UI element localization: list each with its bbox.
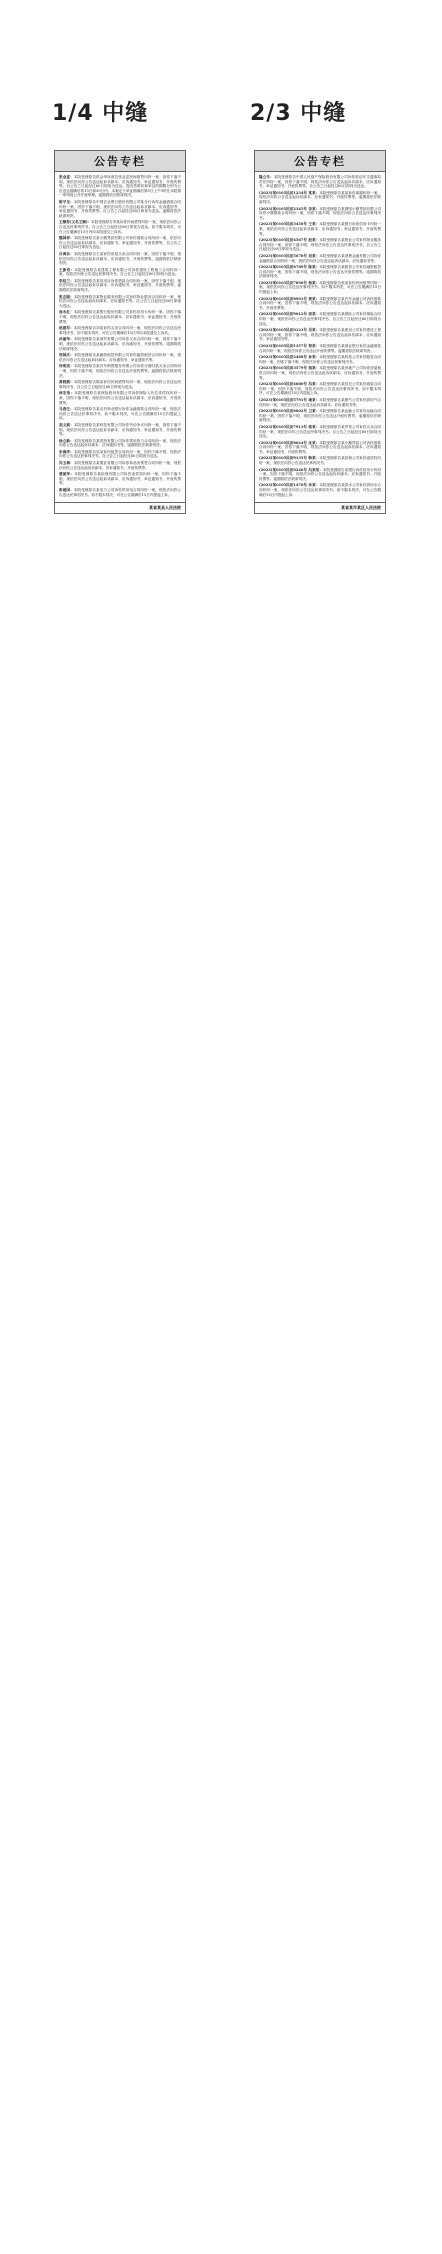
announcement-entry <box>259 483 381 497</box>
announcement-text: 本院受理原告某消费金融有限公司诉你金融借款合同纠纷一案，现依法向你公告送达起诉状副本、应诉通知书等。 <box>259 253 381 263</box>
announcement-text: 本院受理原告某贸易公司诉你买卖合同纠纷一案，现依法向你公告送达民事判决书。自公告之日起经过60日即视为送达。 <box>259 424 381 439</box>
announcement-text: 本院受理原告某某诉你离婚纠纷一案，现依法向你公告送达起诉状副本、应诉通知书、开庭传票等。逾期将依法缺席判决。 <box>259 190 381 204</box>
announcement-text: 本院受理原告某担保公司诉你追偿权纠纷一案，现依法向你公告送达民事判决书。 <box>259 456 381 466</box>
announcement-text: 本院受理原告某融资租赁有限公司诉你融资租赁合同纠纷一案，现依法向你公告送达起诉状副本、应诉通知书、举证通知书等。 <box>59 353 182 362</box>
announcement-entry <box>59 279 181 293</box>
announcement-text: 本院受理原告某建筑工程有限公司诉你建设工程施工合同纠纷一案，现依法向你公告送达民事判决书。自公告之日起经过60日即视为送达。 <box>59 267 182 277</box>
announcement-text: 本院受理原告某农村商业银行诉你金融借款合同纠纷一案，现依法向你公告送达民事判决书。如不服本判决，可在公告期满后15日内提起上诉。 <box>59 407 182 421</box>
announcement-text: 本院受理原告李某诉你民间借贷纠纷一案，现依法向你公告送达民事判决书。自公告之日起经过60日即视为送达。如不服本判决，可在公告期满后15日内向本院递交上诉状。 <box>59 220 181 234</box>
announcement-entry <box>59 337 181 351</box>
announcement-party: (2023)某0105民初9012号 周某： <box>259 312 320 317</box>
announcement-party: 吕海东： <box>59 251 74 256</box>
announcement-party: 冯玉梅： <box>59 461 74 466</box>
announcement-entry <box>259 366 381 380</box>
announcement-entry <box>59 200 181 218</box>
right-section-label: 2/3 中缝 <box>250 101 347 126</box>
announcement-party: (2023)某0105民初0246号 冯某某： <box>259 467 323 472</box>
announcement-entry <box>59 353 181 362</box>
announcement-party: (2023)某0105民初1357号 郑某： <box>259 344 320 348</box>
announcement-text: 本院受理原告中国人民财产保险股份有限公司诉你机动车交通事故责任纠纷一案，因你下落不明，现依法向你公告送达起诉状副本、应诉通知书、举证通知书、开庭传票等。自公告之日起经过60日即视为送达。 <box>259 175 382 189</box>
announcement-party: 徐立新： <box>59 438 74 443</box>
left-section-label: 1/4 中缝 <box>52 101 149 126</box>
left-column-header: 公告专栏 <box>55 151 185 172</box>
announcement-party: 朱海洋： <box>59 449 74 454</box>
announcement-party: 王新奇： <box>59 267 75 272</box>
announcement-party: 高文斌： <box>59 422 74 427</box>
announcement-party: 郑国庆： <box>59 353 74 358</box>
announcement-party: 周永红： <box>59 310 74 315</box>
left-announcement-column <box>54 150 186 514</box>
announcement-party: (2023)某0105民初5791号 褚某： <box>259 397 320 402</box>
announcement-text: 本院受理原告刘某诉你买卖合同纠纷一案，现依法向你公告送达民事判决书。如不服本判决，可在公告期满后15日内向本院递交上诉状。 <box>59 326 182 335</box>
announcement-party: 魏国祥： <box>59 236 74 241</box>
announcement-entry <box>59 220 181 234</box>
announcement-text: 本院受理原告王某诉你房屋买卖合同纠纷一案，因你下落不明，现依法向你公告送达起诉状副本、应诉通知书、开庭传票等。逾期将依法缺席判决。 <box>59 251 182 266</box>
announcement-entry <box>259 175 381 189</box>
announcement-text: 本院受理原告某汽车金融公司诉你借款合同纠纷一案，因你下落不明，现依法向你公告送达起诉状副本、应诉通知书、开庭传票等。 <box>259 296 381 310</box>
announcement-entry <box>259 344 381 353</box>
announcement-party: 彭建国： <box>59 488 74 493</box>
announcement-party: (2023)某0105民初2345号 李某： <box>259 206 320 211</box>
right-column-body <box>255 172 385 502</box>
announcement-party: (2023)某0105民初6802号 卫某： <box>259 409 320 414</box>
announcement-entry <box>59 461 181 470</box>
announcement-entry <box>259 355 381 364</box>
announcement-party: 赵建军： <box>59 326 74 331</box>
announcement-entry <box>59 326 181 335</box>
announcement-entry <box>59 295 181 309</box>
announcement-text: 本院受理原告某运输公司诉你运输合同纠纷一案，因你下落不明，现依法向你公告送达开庭传票等。逾期将依法缺席判决。 <box>259 409 381 423</box>
announcement-text: 本院受理原告某保险股份有限公司诉你保险人代位求偿权纠纷一案，因你下落不明，现依法向你公告送达起诉状副本、应诉通知书、开庭传票等。 <box>59 391 182 405</box>
right-column-header: 公告专栏 <box>255 151 385 172</box>
announcement-text: 本院受理原告中国农业银行股份有限公司某分行诉你金融借款合同纠纷一案，因你下落不明，现依法向你公告送达起诉状副本、应诉通知书、举证通知书、开庭传票等。自公告之日起经过60日即视为送达。逾期将依法缺席判决。 <box>59 199 182 218</box>
announcement-party: 孙丽华： <box>59 337 74 342</box>
announcement-entry <box>59 364 181 378</box>
announcement-text: 本院受理原告吴某诉你租赁合同纠纷一案，因你下落不明，现依法向你公告送达民事判决书。自公告之日起经过60日即视为送达。 <box>59 449 182 459</box>
announcement-party: (2023)某0105民初7890号 杨某： <box>259 280 320 285</box>
announcement-entry <box>259 222 381 236</box>
announcement-party: 林宏伟： <box>59 391 75 396</box>
announcement-entry <box>59 252 181 266</box>
announcement-party: (2023)某0105民初5678号 刘某： <box>259 253 320 258</box>
announcement-entry <box>259 398 381 407</box>
announcement-party: (2023)某0105民初4567号 赵某： <box>259 238 320 243</box>
announcement-text: 本院受理原告某供水公司诉你供用水合同纠纷一案，现依法向你公告送达民事判决书。如不服本判决，可在公告期满后15日内提起上诉。 <box>259 483 381 497</box>
announcement-text: 本院受理原告某银行诉你信用卡纠纷一案，现依法向你公告送达起诉状副本、应诉通知书、举证通知书、开庭传票等。 <box>259 222 381 236</box>
announcement-party: 马春生： <box>59 407 74 412</box>
announcement-text: 本院受理原告某物业公司诉你物业服务合同纠纷一案，因你下落不明，现依法向你公告送达民事判决书。自公告之日起经过60日即视为送达。 <box>259 238 381 252</box>
right-column-court: 某省某市某区人民法院 <box>255 502 385 513</box>
announcement-text: 本院受理原告张某诉你民间借贷纠纷一案，现依法向你公告送达民事判决书。如不服本判决，可在公告期满后15日内提起上诉。 <box>259 280 381 295</box>
announcement-text: 本院受理原告某置业有限公司诉你商品房预售合同纠纷一案，现依法向你公告送达起诉状副本、应诉通知书、开庭传票等。 <box>59 461 182 470</box>
announcement-party: (2023)某0105民初6789号 陈某： <box>259 265 320 270</box>
announcement-party: (2023)某0105民初3456号 王某： <box>259 222 320 227</box>
announcement-text: 本院受理原告某建设公司诉你建设工程合同纠纷一案，因你下落不明，现依法向你公告送达起诉状副本、应诉通知书、举证通知书等。 <box>259 328 381 342</box>
announcement-party: (2023)某0105民初2468号 孙某： <box>259 355 320 360</box>
left-column-body <box>55 172 185 502</box>
announcement-text: 本院受理原告某信用社诉你借款合同纠纷一案，因你下落不明，现依法向你公告送达起诉状副本、应诉通知书、举证通知书、开庭传票等。逾期将依法缺席判决。 <box>59 278 182 293</box>
announcement-entry <box>259 297 381 311</box>
announcement-text: 本院受理原告某信托公司诉你借款合同纠纷一案，因你下落不明，现依法向你公告送达民事判决书。如不服本判决，可在公告期满后15日内提起上诉。 <box>259 382 381 396</box>
announcement-party: (2023)某0105民初7913号 蒋某： <box>259 424 320 429</box>
announcement-entry <box>59 450 181 459</box>
announcement-entry <box>259 468 381 482</box>
announcement-text: 本院受理原告陈某诉你民间借贷纠纷一案，现依法向你公告送达民事判决书。自公告之日起经过60日即视为送达。 <box>59 380 182 389</box>
announcement-entry <box>259 328 381 342</box>
announcement-party: (2023)某0105民初8901号 黄某： <box>259 296 320 301</box>
announcement-entry <box>259 456 381 465</box>
announcement-party: 张志刚： <box>59 294 74 299</box>
announcement-text: 本院受理原告某网络小额贷款有限公司诉你小额借款合同纠纷一案，因你下落不明，现依法向你公告送达民事判决书。 <box>259 206 381 220</box>
announcement-text: 本院受理原告某租赁公司诉你融资租赁合同纠纷一案，因你下落不明，现依法向你公告送达开庭传票等。逾期将依法缺席判决。 <box>259 265 381 279</box>
announcement-text: 本院受理原告某燃气公司诉你供用气合同纠纷一案，现依法向你公告送达起诉状副本、应诉通知书等。 <box>259 397 381 407</box>
announcement-text: 本院受理原告某房地产公司诉你房屋租赁合同纠纷一案，现依法向你公告送达起诉状副本、应诉通知书、开庭传票等。 <box>259 366 381 380</box>
announcement-party: 陈平龙： <box>59 199 74 204</box>
announcement-entry <box>259 191 381 205</box>
announcement-entry <box>259 441 381 455</box>
announcement-party: (2023)某0105民初9135号 韩某： <box>259 456 320 461</box>
announcement-text: 本院受理原告某科技有限公司诉你劳动争议纠纷一案，因你下落不明，现依法向你公告送达起诉状副本、应诉通知书、举证通知书、开庭传票等。 <box>59 422 182 437</box>
announcement-entry <box>259 409 381 423</box>
right-announcement-column <box>254 150 386 514</box>
announcement-entry <box>259 238 381 252</box>
announcement-entry <box>259 254 381 263</box>
announcement-entry <box>59 423 181 437</box>
announcement-party: (2023)某0105民初1234号 某某： <box>259 190 320 195</box>
announcement-entry <box>259 265 381 279</box>
announcement-party: 张金富： <box>59 175 74 179</box>
announcement-text: 本院受理原告某担保有限公司诉你追偿权纠纷一案，因你下落不明，现依法向你公告送达起诉状副本、应诉通知书、举证通知书、开庭传票等。 <box>59 472 182 486</box>
announcement-entry <box>59 407 181 421</box>
announcement-text: 本院受理原告某商贸有限公司诉你买卖合同纠纷一案，因你下落不明，现依法向你公告送达起诉状副本、应诉通知书、开庭传票等。逾期将依法缺席判决。 <box>59 337 182 351</box>
announcement-entry <box>259 281 381 295</box>
announcement-entry <box>59 380 181 389</box>
announcement-entry <box>259 207 381 221</box>
announcement-entry <box>59 439 181 448</box>
announcement-text: 本院受理原告某小额贷款有限公司诉你借款合同纠纷一案，依法向你公告送达起诉状副本、应诉通知书、举证通知书、开庭传票等。自公告之日起经过60日即视为送达。 <box>59 236 182 250</box>
announcement-party: 隆立冬： <box>259 175 274 179</box>
announcement-entry <box>59 472 181 486</box>
announcement-entry <box>259 425 381 439</box>
announcement-text: 本院受理原告某商业银行诉你金融借款合同纠纷一案，现依法向你公告送达开庭传票等。逾期将依法缺席判决。 <box>259 344 381 353</box>
announcement-entry <box>59 268 181 277</box>
announcement-entry <box>59 488 181 497</box>
announcement-party: 王顺寿(又名王顺)： <box>59 220 92 225</box>
announcement-party: 李桂兰： <box>59 278 74 283</box>
announcement-party: 何明亮： <box>59 364 74 369</box>
announcement-text: 本院受理原告某保险公司诉你保险合同纠纷一案，现依法向你公告送达民事判决书。自公告之日起经过60日即视为送达。 <box>259 312 381 326</box>
announcement-text: 本院受理原告侯金华诉被告张金富民间借贷纠纷一案，因你下落不明，现依法向你公告送达起诉状副本、应诉通知书、举证通知书、开庭传票等。自公告之日起经过60日即视为送达。提出答辩状和举证的期限分别为公告送达期满后的15日和30日内。本案定于举证期满后第3日上午9时在本院第一审判庭公开开庭审理。逾期将依法缺席判决。 <box>59 175 182 198</box>
announcement-entry <box>59 236 181 250</box>
announcement-text: 本院受理原告某物业服务有限公司诉你物业服务合同纠纷一案，现依法向你公告送达起诉状副本、应诉通知书等。自公告之日起经过60日即视为送达。 <box>59 294 182 308</box>
announcement-entry <box>59 175 181 198</box>
announcement-text: 本院受理原告某银行股份有限公司诉你信用卡纠纷一案，因你下落不明，现依法向你公告送达起诉状副本、应诉通知书、举证通知书、开庭传票等。 <box>59 310 182 324</box>
announcement-party: (2023)某0105民初8024号 沈某： <box>259 440 320 445</box>
announcement-party: 曹振华： <box>59 472 75 477</box>
announcement-text: 本院受理原告某科技公司诉你服务合同纠纷一案，因你下落不明，现依法向你公告送达民事判决书。 <box>259 355 381 364</box>
announcement-party: (2023)某0105民初4680号 冯某： <box>259 382 320 387</box>
announcement-entry <box>59 310 181 324</box>
announcement-text: 本院受理原告某小额贷款公司诉你借款合同纠纷一案，因你下落不明，现依法向你公告送达起诉状副本、应诉通知书、举证通知书、开庭传票等。 <box>259 440 381 454</box>
announcement-entry <box>259 382 381 396</box>
announcement-text: 本院受理原告某银行诉你信用卡纠纷一案，因你下落不明，现依法向你公告送达起诉状副本、应诉通知书、开庭传票等。逾期将依法缺席判决。 <box>259 467 381 481</box>
announcement-party: (2023)某0105民初0123号 吴某： <box>259 328 320 333</box>
announcement-text: 本院受理原告某电力公司诉你供用电合同纠纷一案，现依法向你公告送达民事判决书。如不服本判决，可在公告期满后15日内提起上诉。 <box>59 488 182 497</box>
announcement-text: 本院受理原告某汽车销售服务有限公司诉你分期付款买卖合同纠纷一案，因你下落不明，现依法向你公告送达开庭传票等。逾期将依法缺席判决。 <box>59 364 182 378</box>
announcement-party: (2023)某0105民初1470号 朱某： <box>259 483 320 488</box>
announcement-text: 本院受理原告某供热有限公司诉你供用热力合同纠纷一案，现依法向你公告送达起诉状副本、应诉通知书等。逾期将依法缺席判决。 <box>59 438 182 448</box>
announcement-party: (2023)某0105民初3579号 钱某： <box>259 366 320 371</box>
left-column-court: 某省某县人民法院 <box>55 502 185 513</box>
announcement-party: 黄晓燕： <box>59 380 74 385</box>
announcement-entry <box>59 391 181 405</box>
announcement-entry <box>259 312 381 326</box>
